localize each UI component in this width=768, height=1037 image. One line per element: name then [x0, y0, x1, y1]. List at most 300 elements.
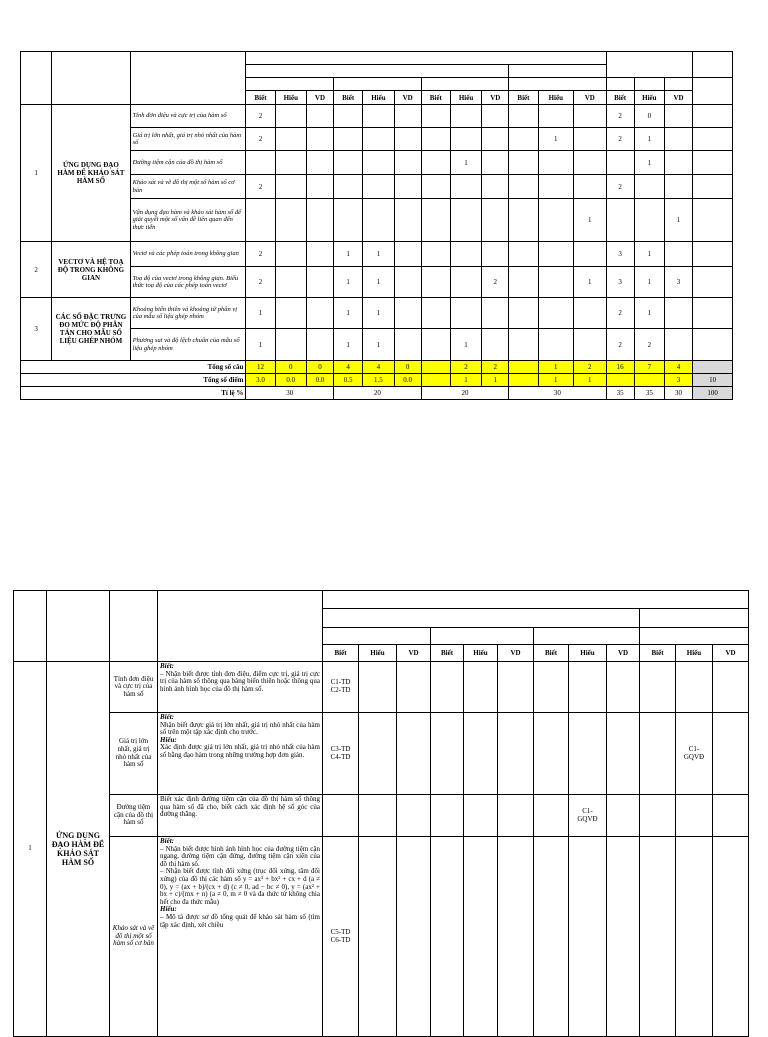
row-cell — [275, 329, 306, 361]
spec-col-tt — [14, 591, 47, 662]
spec-cell — [713, 713, 749, 795]
row-cell: 1 — [450, 151, 481, 175]
row-cell — [275, 105, 306, 128]
group-tt: 3 — [21, 298, 52, 361]
spec-row — [14, 837, 749, 1037]
row-cell — [482, 128, 509, 151]
totals-cell: 1 — [538, 374, 573, 387]
row-cell — [664, 128, 692, 151]
row-cell: 1 — [363, 242, 394, 267]
col-tu-luan — [509, 65, 606, 78]
row-cell — [450, 199, 481, 242]
row-cell: 2 — [246, 267, 275, 298]
spec-cell — [464, 795, 498, 837]
matrix-table — [20, 51, 733, 400]
ti-le-biet: 35 — [606, 387, 634, 400]
level-hieu: Hiểu — [363, 91, 394, 105]
ti-le-tln: 20 — [421, 387, 509, 400]
row-cell — [450, 175, 481, 199]
spec-level-vd: VD — [397, 645, 431, 662]
level-biet: Biết — [334, 91, 363, 105]
spec-col-tra-loi — [534, 628, 640, 645]
row-cell — [634, 175, 664, 199]
spec-table — [13, 590, 749, 1037]
row-cell — [275, 175, 306, 199]
matrix-row — [21, 298, 733, 329]
spec-cell — [323, 795, 359, 837]
spec-cell — [359, 837, 397, 1037]
row-pct — [693, 175, 733, 199]
spec-cell: C5-TD C6-TD — [323, 837, 359, 1037]
row-cell — [275, 151, 306, 175]
row-cell: 2 — [634, 329, 664, 361]
row-cell — [482, 175, 509, 199]
spec-cell — [640, 837, 676, 1037]
row-cell — [421, 151, 450, 175]
spec-content: Tính đơn điệu và cực trị của hàm số — [110, 662, 158, 713]
spec-row — [14, 662, 749, 713]
ti-le-row — [21, 387, 733, 400]
row-cell — [606, 151, 634, 175]
level-hieu: Hiểu — [634, 91, 664, 105]
ti-le-vd: 30 — [664, 387, 692, 400]
row-cell: 1 — [363, 267, 394, 298]
row-cell: 2 — [606, 298, 634, 329]
spec-col-tu-luan — [640, 609, 749, 628]
col-nlc — [246, 78, 334, 91]
row-cell: 2 — [246, 128, 275, 151]
row-cell — [275, 199, 306, 242]
spec-requirement: Biết: – Nhận biết được tính đơn điệu, điểm cực trị, giá trị cực trị của hàm số thông qua bảng biến thiên hoặc thông qua hình ảnh hình học của đồ thị hàm số. — [158, 662, 323, 713]
col-tong — [606, 52, 693, 78]
row-cell — [394, 298, 421, 329]
totals-row — [21, 374, 733, 387]
row-cell: 1 — [363, 329, 394, 361]
totals-cell: 7 — [634, 361, 664, 374]
spec-cell — [713, 795, 749, 837]
col-dung-sai — [334, 78, 422, 91]
totals-cell: 3 — [664, 374, 692, 387]
row-cell — [421, 175, 450, 199]
row-cell — [538, 199, 573, 242]
row-cell — [306, 242, 333, 267]
spec-cell — [676, 837, 713, 1037]
row-cell — [334, 199, 363, 242]
row-cell — [421, 298, 450, 329]
spec-cell: C1- GQVĐ — [569, 795, 607, 837]
spec-cell — [676, 795, 713, 837]
totals-cell: 1 — [450, 374, 481, 387]
spec-cell — [397, 713, 431, 795]
row-cell: 3 — [606, 242, 634, 267]
row-cell — [509, 199, 538, 242]
group-tt: 2 — [21, 242, 52, 298]
row-pct — [693, 329, 733, 361]
spec-content: Giá trị lớn nhất, giá trị nhỏ nhất của hàm số — [110, 713, 158, 795]
row-cell — [450, 242, 481, 267]
totals-cell — [421, 361, 450, 374]
row-cell — [606, 199, 634, 242]
spec-cell — [640, 713, 676, 795]
row-cell — [246, 151, 275, 175]
ti-le-ds: 20 — [334, 387, 422, 400]
row-cell: 1 — [574, 267, 606, 298]
row-cell — [363, 199, 394, 242]
row-cell: 1 — [664, 199, 692, 242]
row-cell — [450, 128, 481, 151]
spec-level-biet: Biết — [431, 645, 464, 662]
row-cell — [538, 242, 573, 267]
row-cell: 1 — [334, 242, 363, 267]
row-cell — [394, 128, 421, 151]
row-cell: 1 — [634, 298, 664, 329]
row-cell — [306, 267, 333, 298]
totals-cell: 2 — [574, 361, 606, 374]
row-content: Khảo sát và vẽ đồ thị một số hàm số cơ bản — [130, 175, 246, 199]
row-cell: 2 — [606, 105, 634, 128]
ti-le-pct: 100 — [693, 387, 733, 400]
spec-cell — [498, 795, 534, 837]
spec-cell — [498, 713, 534, 795]
totals-cell: 3.0 — [246, 374, 275, 387]
spec-level-biet: Biết — [323, 645, 359, 662]
spec-cell — [713, 662, 749, 713]
spec-cell — [397, 837, 431, 1037]
row-cell — [574, 175, 606, 199]
row-cell: 1 — [246, 329, 275, 361]
spec-cell: C3-TD C4-TD — [323, 713, 359, 795]
row-cell — [538, 105, 573, 128]
group-topic: CÁC SỐ ĐẶC TRƯNG ĐO MỨC ĐỘ PHÂN TÁN CHO MẪU SỐ LIỆU GHÉP NHÓM — [52, 298, 130, 361]
spec-level-vd: VD — [713, 645, 749, 662]
spec-col-chu-de — [47, 591, 110, 662]
row-content: Đường tiệm cận của đồ thị hàm số — [130, 151, 246, 175]
row-cell: 1 — [634, 242, 664, 267]
spec-cell — [640, 662, 676, 713]
row-cell — [394, 199, 421, 242]
row-cell — [394, 105, 421, 128]
row-cell: 1 — [363, 298, 394, 329]
row-cell — [421, 105, 450, 128]
row-cell — [275, 298, 306, 329]
row-cell — [306, 298, 333, 329]
spec-level-vd: VD — [607, 645, 640, 662]
row-cell: 1 — [634, 128, 664, 151]
row-cell — [306, 105, 333, 128]
row-cell — [306, 151, 333, 175]
spec-level-biet: Biết — [534, 645, 569, 662]
spec-col-dung-sai — [431, 628, 534, 645]
ti-le-nlc: 30 — [246, 387, 334, 400]
row-cell: 2 — [246, 175, 275, 199]
spec-cell — [569, 837, 607, 1037]
spec-tt: 1 — [14, 662, 47, 1037]
level-vd: VD — [306, 91, 333, 105]
totals-cell — [421, 374, 450, 387]
spec-cell — [431, 837, 464, 1037]
row-cell — [450, 298, 481, 329]
row-cell — [421, 267, 450, 298]
level-vd: VD — [394, 91, 421, 105]
totals-pct: 10 — [693, 374, 733, 387]
row-cell: 1 — [334, 298, 363, 329]
row-pct — [693, 105, 733, 128]
row-cell — [482, 242, 509, 267]
totals-cell: 0 — [275, 361, 306, 374]
row-cell — [306, 175, 333, 199]
row-cell — [538, 267, 573, 298]
spec-cell — [534, 837, 569, 1037]
row-cell — [363, 128, 394, 151]
level-hieu: Hiểu — [275, 91, 306, 105]
spec-cell — [498, 837, 534, 1037]
totals-cell: 0 — [394, 361, 421, 374]
spec-cell — [359, 795, 397, 837]
spec-topic: ỨNG DỤNG ĐẠO HÀM ĐỂ KHẢO SÁT HÀM SỐ — [47, 662, 110, 1037]
row-cell — [394, 267, 421, 298]
totals-label: Tổng số câu — [21, 361, 246, 374]
totals-cell: 4 — [334, 361, 363, 374]
totals-cell — [509, 361, 538, 374]
level-vd: VD — [574, 91, 606, 105]
spec-cell — [359, 662, 397, 713]
row-cell — [450, 105, 481, 128]
totals-cell: 1 — [574, 374, 606, 387]
row-cell — [574, 105, 606, 128]
row-cell — [634, 199, 664, 242]
row-cell: 2 — [482, 267, 509, 298]
spec-cell — [534, 795, 569, 837]
totals-cell: 1 — [482, 374, 509, 387]
row-cell — [509, 242, 538, 267]
totals-cell — [634, 374, 664, 387]
row-pct — [693, 298, 733, 329]
col-noi-dung — [130, 52, 246, 105]
row-cell: 2 — [246, 242, 275, 267]
row-pct — [693, 242, 733, 267]
ti-le-tl: 30 — [509, 387, 606, 400]
spec-requirement: Biết: – Nhận biết được hình ảnh hình học của đường tiệm cận ngang, đường tiệm cận đứng, đường tiệm cận xiên của đồ thị hàm số. – Nhận biết được tính đối xứng (trục đối xứng, tâm đối xứng) của đồ thị các hàm số y = ax³ + bx² + cx + d (a ≠ 0), y = (ax + b)/(cx + d) (c ≠ 0, ad − bc ≠ 0), y = (ax² + bx + c)/(mx + n) (a ≠ 0, m ≠ 0 và đa thức tử không chia hết cho đa thức mẫu) Hiểu: – Mô tả được sơ đồ tổng quát để khảo sát hàm số (tìm tập xác định, xét chiều — [158, 837, 323, 1037]
spec-content: Đường tiệm cận của đồ thị hàm số — [110, 795, 158, 837]
row-cell — [509, 298, 538, 329]
row-cell — [450, 267, 481, 298]
row-cell — [275, 128, 306, 151]
row-cell — [306, 128, 333, 151]
row-cell: 2 — [606, 175, 634, 199]
spec-cell — [713, 837, 749, 1037]
totals-cell: 1.5 — [363, 374, 394, 387]
spec-requirement: Biết: Nhận biết được giá trị lớn nhất, giá trị nhỏ nhất của hàm số trên một tập xác định cho trước. Hiểu: Xác định được giá trị lớn nhất, giá trị nhỏ nhất của hàm số bằng đạo hàm trong những trường hợp đơn giản. — [158, 713, 323, 795]
row-cell — [538, 329, 573, 361]
row-cell: 1 — [450, 329, 481, 361]
spec-cell — [464, 662, 498, 713]
row-cell — [664, 151, 692, 175]
totals-cell: 4 — [363, 361, 394, 374]
row-cell — [538, 175, 573, 199]
row-cell — [538, 151, 573, 175]
row-content: Phương sai và độ lệch chuẩn của mẫu số liệu ghép nhóm — [130, 329, 246, 361]
row-cell — [394, 242, 421, 267]
spec-level-biet: Biết — [640, 645, 676, 662]
spec-col-yeu-cau — [158, 591, 323, 662]
group-topic: VECTƠ VÀ HỆ TOẠ ĐỘ TRONG KHÔNG GIAN — [52, 242, 130, 298]
row-cell — [334, 128, 363, 151]
row-cell: 3 — [664, 267, 692, 298]
level-vd: VD — [664, 91, 692, 105]
row-cell: 1 — [634, 267, 664, 298]
row-cell — [509, 128, 538, 151]
group-topic: ỨNG DỤNG ĐẠO HÀM ĐỂ KHẢO SÁT HÀM SỐ — [52, 105, 130, 242]
row-cell: 3 — [606, 267, 634, 298]
row-pct — [693, 199, 733, 242]
row-content: Vận dụng đạo hàm và khảo sát hàm số để giải quyết một số vấn đề liên quan đến thực tiễn — [130, 199, 246, 242]
row-cell — [664, 175, 692, 199]
row-cell — [482, 151, 509, 175]
totals-cell: 2 — [450, 361, 481, 374]
row-content: Tính đơn điệu và cực trị của hàm số — [130, 105, 246, 128]
row-cell — [509, 329, 538, 361]
spec-level-hieu: Hiểu — [359, 645, 397, 662]
spec-cell — [569, 713, 607, 795]
row-content: Giá trị lớn nhất, giá trị nhỏ nhất của hàm số — [130, 128, 246, 151]
spec-cell — [534, 662, 569, 713]
totals-label: Tổng số điểm — [21, 374, 246, 387]
row-cell — [306, 199, 333, 242]
totals-cell: 0.0 — [394, 374, 421, 387]
spec-level-vd: VD — [498, 645, 534, 662]
row-cell — [574, 298, 606, 329]
row-cell — [246, 199, 275, 242]
spec-cell: C1-TD C2-TD — [323, 662, 359, 713]
spec-cell — [640, 795, 676, 837]
row-cell — [538, 298, 573, 329]
totals-cell — [509, 374, 538, 387]
totals-pct — [693, 361, 733, 374]
ti-le-label: Tỉ lệ % — [21, 387, 246, 400]
row-pct — [693, 128, 733, 151]
row-cell — [574, 242, 606, 267]
col-tnkq — [246, 65, 509, 78]
row-cell — [363, 175, 394, 199]
spec-cell — [569, 662, 607, 713]
row-cell — [509, 267, 538, 298]
totals-cell: 4 — [664, 361, 692, 374]
row-pct — [693, 267, 733, 298]
row-cell — [334, 151, 363, 175]
totals-cell — [606, 374, 634, 387]
spec-col-so-cau — [323, 591, 749, 609]
spec-cell — [607, 662, 640, 713]
spec-requirement: Biết xác định đường tiệm cận của đồ thị hàm số thông qua hàm số đã cho, biết cách xác định hệ số góc của đường thẳng. — [158, 795, 323, 837]
row-cell: 2 — [606, 128, 634, 151]
row-cell: 1 — [574, 199, 606, 242]
spec-col-tnkq — [323, 609, 640, 628]
totals-cell: 0.0 — [275, 374, 306, 387]
row-cell — [482, 199, 509, 242]
row-cell — [664, 298, 692, 329]
row-cell — [482, 298, 509, 329]
totals-row — [21, 361, 733, 374]
row-cell: 1 — [334, 329, 363, 361]
spec-cell — [464, 837, 498, 1037]
totals-cell: 0.0 — [306, 374, 333, 387]
row-cell: 2 — [246, 105, 275, 128]
row-cell — [421, 199, 450, 242]
spec-col-nlc — [323, 628, 431, 645]
row-cell — [574, 151, 606, 175]
totals-cell: 12 — [246, 361, 275, 374]
col-tra-loi — [421, 78, 509, 91]
row-cell — [421, 329, 450, 361]
row-cell — [394, 175, 421, 199]
row-cell: 1 — [634, 151, 664, 175]
row-content: Vectơ và các phép toán trong không gian — [130, 242, 246, 267]
row-cell — [363, 151, 394, 175]
row-cell: 1 — [538, 128, 573, 151]
spec-col-noi-dung — [110, 591, 158, 662]
spec-cell — [431, 662, 464, 713]
row-content: Toạ độ của vectơ trong không gian. Biểu thức toạ độ của các phép toán vectơ — [130, 267, 246, 298]
col-tt — [21, 52, 52, 105]
row-cell: 1 — [334, 267, 363, 298]
row-cell — [664, 329, 692, 361]
level-vd: VD — [482, 91, 509, 105]
row-cell — [482, 329, 509, 361]
totals-cell: 0.5 — [334, 374, 363, 387]
level-biet: Biết — [606, 91, 634, 105]
row-cell — [664, 242, 692, 267]
row-cell — [363, 105, 394, 128]
row-cell — [509, 105, 538, 128]
row-cell — [421, 128, 450, 151]
level-biet: Biết — [421, 91, 450, 105]
spec-cell — [607, 713, 640, 795]
totals-cell: 0 — [306, 361, 333, 374]
totals-cell: 1 — [538, 361, 573, 374]
spec-level-hieu: Hiểu — [569, 645, 607, 662]
row-cell — [334, 175, 363, 199]
spec-cell — [431, 713, 464, 795]
row-cell — [275, 242, 306, 267]
totals-cell: 2 — [482, 361, 509, 374]
row-cell: 0 — [634, 105, 664, 128]
spec-cell — [359, 713, 397, 795]
spec-row — [14, 713, 749, 795]
spec-cell: C1- GQVĐ — [676, 713, 713, 795]
spec-row — [14, 795, 749, 837]
spec-content: Khảo sát và vẽ đồ thị một số hàm số cơ bản — [110, 837, 158, 1037]
row-content: Khoảng biến thiên và khoảng tứ phân vị của mẫu số liệu ghép nhóm — [130, 298, 246, 329]
spec-cell — [397, 662, 431, 713]
row-cell — [275, 267, 306, 298]
row-cell: 2 — [606, 329, 634, 361]
spec-level-hieu: Hiểu — [676, 645, 713, 662]
row-cell — [394, 329, 421, 361]
row-cell — [509, 175, 538, 199]
spec-cell — [534, 713, 569, 795]
row-cell — [334, 105, 363, 128]
spec-cell — [676, 662, 713, 713]
row-cell — [421, 242, 450, 267]
row-cell: 1 — [246, 298, 275, 329]
matrix-row — [21, 242, 733, 267]
level-hieu: Hiểu — [538, 91, 573, 105]
level-biet: Biết — [246, 91, 275, 105]
matrix-row — [21, 105, 733, 128]
row-cell — [394, 151, 421, 175]
spec-cell — [397, 795, 431, 837]
totals-cell: 16 — [606, 361, 634, 374]
